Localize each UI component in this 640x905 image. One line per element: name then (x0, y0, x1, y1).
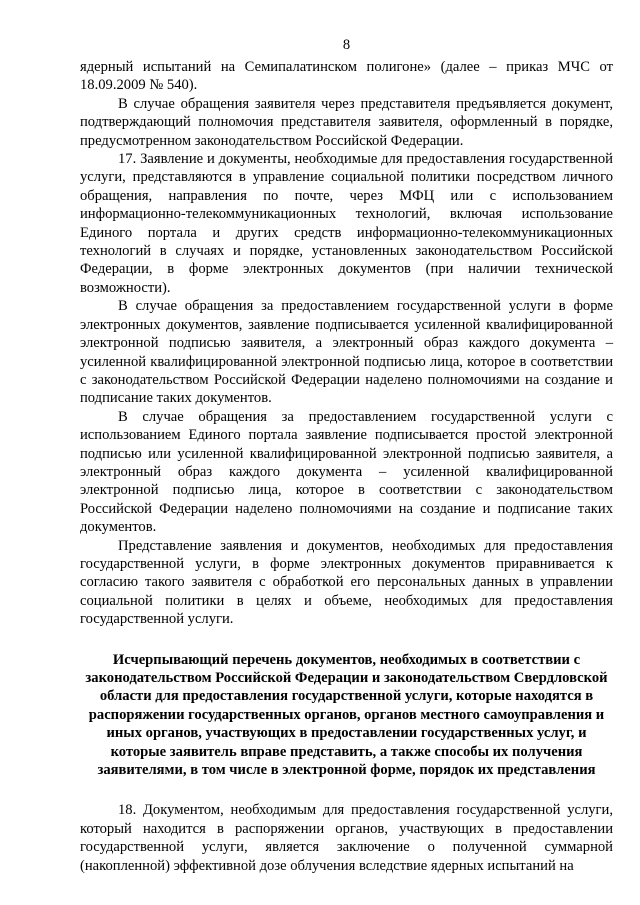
paragraph-item-18: 18. Документом, необходимым для предоставления государственной услуги, который находится в распоряжении органов, участвующих в предоставлении государственной услуги, является заключение о полученной суммарной (накопленной) эффективной дозе облучения вследствие ядерных испытаний на (80, 802, 613, 874)
paragraph-personal-data-consent: Представление заявления и документов, необходимых для предоставления государственной услуги, в форме электронных документов приравнивается к согласию такого заявителя с обработкой его персональных данных в управлении социальной политики в целях и объеме, необходимых для предоставления государственной услуги. (80, 537, 613, 628)
paragraph-electronic-documents: В случае обращения за предоставлением государственной услуги в форме электронных документов, заявление подписывается усиленной квалифицированной электронной подписью заявителя, а электронный образ каждого документа – усиленной квалифицированной электронной подписью лица, которое в соответствии с законодательством Российской Федерации наделено полномочиями на создание и подписание таких документов. (80, 298, 613, 407)
document-page (80, 36, 613, 875)
paragraph-item-17: 17. Заявление и документы, необходимые для предоставления государственной услуги, представляются в управление социальной политики посредством личного обращения, направления по почте, через МФЦ или с использованием информационно-телекоммуникационных технологий, включая использование Единого портала и других средств информационно-телекоммуникационных технологий в случаях и порядке, установленных законодательством Российской Федерации, в форме электронных документов (при наличии технической возможности). (80, 151, 613, 296)
paragraph-representative: В случае обращения заявителя через представителя предъявляется документ, подтверждающий полномочия представителя заявителя, оформленный в порядке, предусмотренном законодательством Российской Федерации. (80, 95, 613, 149)
paragraph-unified-portal: В случае обращения за предоставлением государственной услуги с использованием Единого портала заявление подписывается простой электронной подписью или усиленной квалифицированной электронной подписью заявителя, а электронный образ каждого документа – усиленной квалифицированной электронной подписью лица, которое в соответствии с законодательством Российской Федерации наделено полномочиями на создание и подписание таких документов. (80, 408, 613, 536)
page-number: 8 (342, 37, 351, 53)
paragraph-continuation: ядерный испытаний на Семипалатинском полигоне» (далее – приказ МЧС от 18.09.2009 № 540). (80, 59, 613, 94)
section-heading: Исчерпывающий перечень документов, необходимых в соответствии с законодательством Российской Федерации и законодательством Свердловской области для предоставления государственной услуги, которые находятся в распоряжении государственных органов, органов местного самоуправления и иных органов, участвующих в предоставлении государственных услуг, и которые заявитель вправе представить, а также способы их получения заявителями, в том числе в электронной форме, порядок их представления (85, 651, 608, 779)
